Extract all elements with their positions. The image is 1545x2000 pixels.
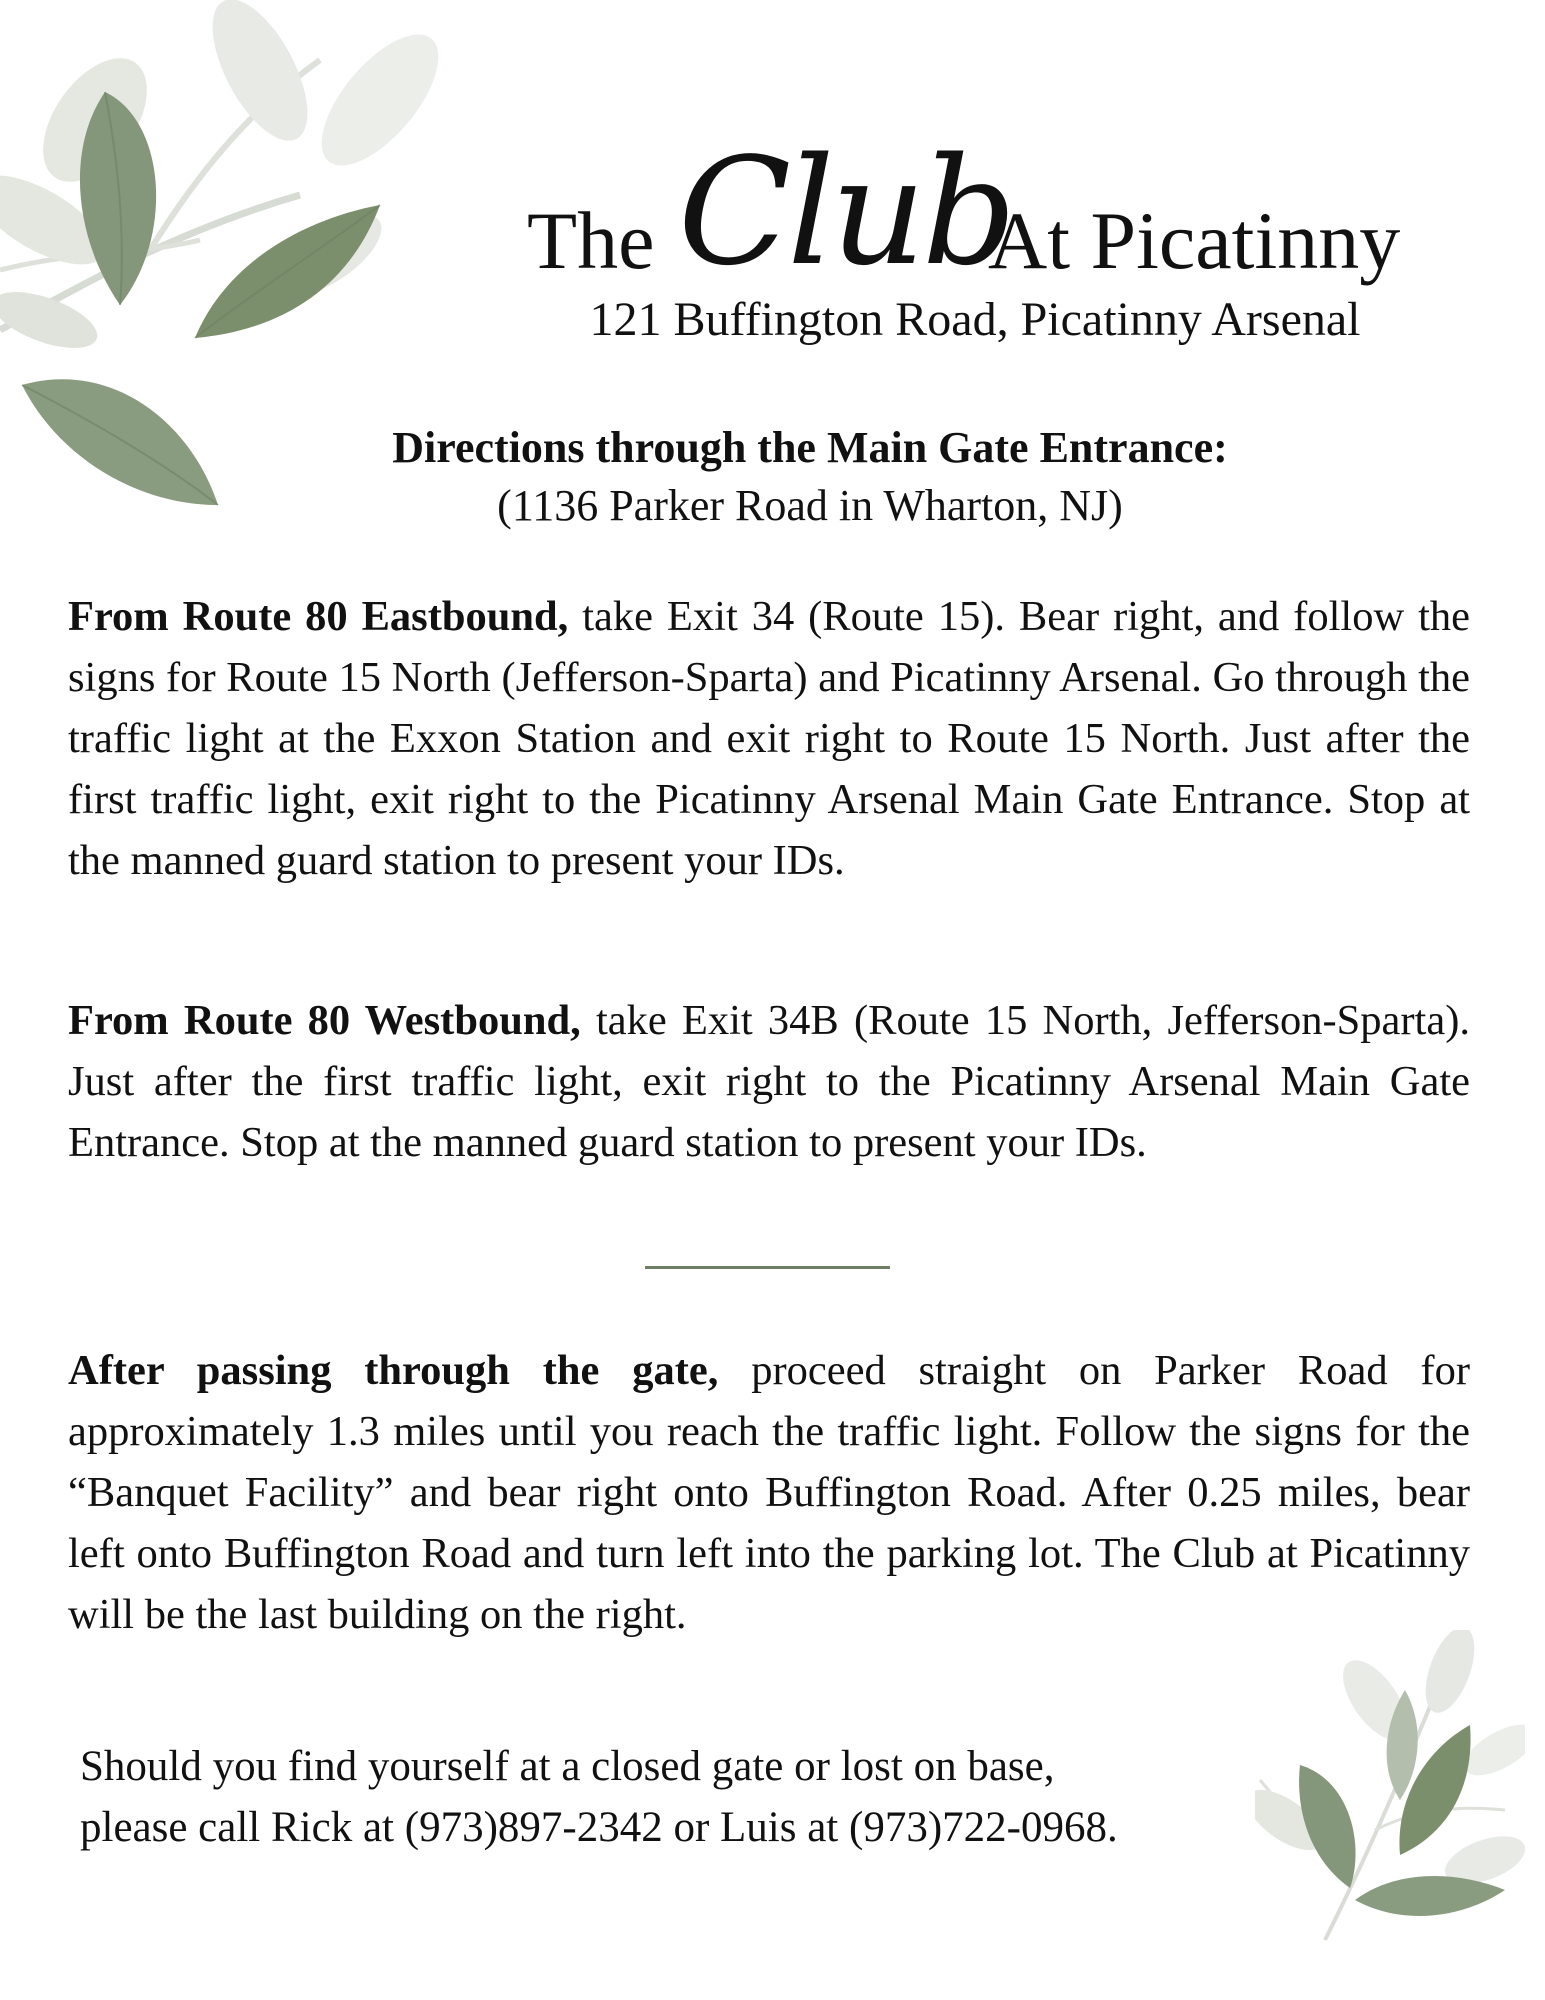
directions-subheading: (1136 Parker Road in Wharton, NJ) xyxy=(497,481,1123,530)
after-gate-lead: After passing through the gate, xyxy=(68,1347,719,1394)
venue-title xyxy=(510,120,1450,298)
westbound-text: take Exit 34B (Route 15 North, Jefferson-Sparta). Just after the first traffic light, exit right to the Picatinny Arsenal Main Gate Entrance. Stop at the manned guard station to present your IDs. xyxy=(68,997,1470,1166)
contact-line-2: please call Rick at (973)897-2342 or Luis at (973)722-0968. xyxy=(80,1804,1118,1851)
title-script-club: Club xyxy=(678,126,1013,298)
venue-address: 121 Buffington Road, Picatinny Arsenal xyxy=(589,293,1361,346)
eastbound-lead: From Route 80 Eastbound, xyxy=(68,593,569,640)
eastbound-text: take Exit 34 (Route 15). Bear right, and follow the signs for Route 15 North (Jefferson-Sparta) and Picatinny Arsenal. Go through the traffic light at the Exxon Station and exit right to Route 15 North. Just after the first traffic light, exit right to the Picatinny Arsenal Main Gate Entrance. Stop at the manned guard station to present your IDs. xyxy=(68,593,1470,884)
westbound-lead: From Route 80 Westbound, xyxy=(68,997,581,1044)
after-gate-text: proceed straight on Parker Road for approximately 1.3 miles until you reach the traffic light. Follow the signs for the “Banquet Facility” and bear right onto Buffington Road. After 0.25 miles, bear left onto Buffington Road and turn left into the parking lot. The Club at Picatinny will be the last building on the right. xyxy=(68,1347,1470,1638)
title-word-at-picatinny: At Picatinny xyxy=(988,195,1401,286)
directions-heading: Directions through the Main Gate Entrance: xyxy=(392,423,1228,472)
after-gate-directions xyxy=(68,1340,1470,1645)
leaves-decoration-bottom xyxy=(1255,1630,1525,1950)
eastbound-directions xyxy=(68,586,1470,891)
title-word-the: The xyxy=(527,195,655,286)
westbound-directions xyxy=(68,990,1470,1173)
contact-line-1: Should you find yourself at a closed gate or lost on base, xyxy=(80,1743,1055,1790)
contact-info xyxy=(80,1736,1260,1858)
section-divider xyxy=(645,1266,890,1269)
leaf-sprig-icon xyxy=(1255,1630,1525,1940)
